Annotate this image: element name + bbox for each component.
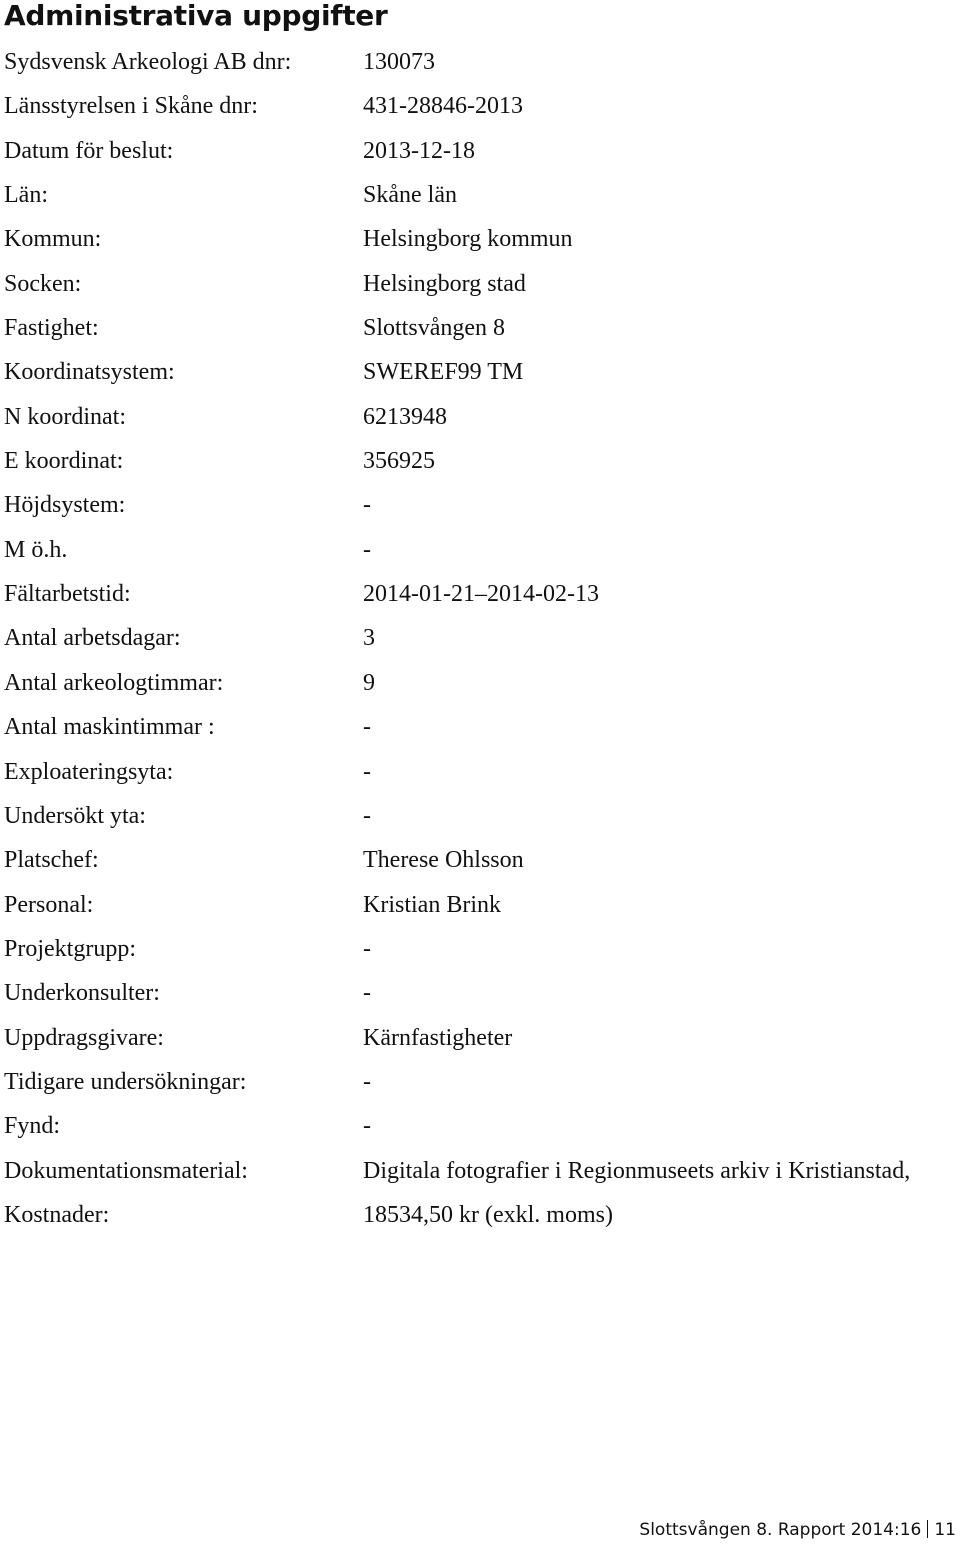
detail-row-arbetsdagar (4, 623, 954, 667)
detail-row-fynd (4, 1111, 954, 1155)
detail-row-datum-beslut (4, 136, 954, 180)
footer-page-number: 11 (934, 1520, 956, 1540)
detail-row-hojdsystem (4, 490, 954, 534)
detail-label: Socken: (4, 270, 82, 297)
detail-row-exploateringsyta (4, 757, 954, 801)
detail-row-n-koordinat (4, 402, 954, 446)
detail-label: Kommun: (4, 226, 102, 253)
detail-label: Exploateringsyta: (4, 758, 174, 785)
detail-row-projektgrupp (4, 934, 954, 978)
detail-row-dnr-lansstyrelsen (4, 91, 954, 135)
detail-value: 356925 (363, 448, 435, 475)
detail-value: Digitala fotografier i Regionmuseets arkiv i Kristianstad, (363, 1157, 911, 1184)
page-title: Administrativa uppgifter (4, 0, 388, 32)
detail-row-dnr-sydsvensk (4, 47, 954, 91)
detail-value: Helsingborg stad (363, 270, 526, 297)
detail-row-platschef (4, 845, 954, 889)
detail-row-undersokt-yta (4, 801, 954, 845)
footer-divider (927, 1520, 928, 1538)
detail-value: - (363, 935, 371, 962)
detail-row-e-koordinat (4, 446, 954, 490)
detail-row-tidigare-undersokningar (4, 1067, 954, 1111)
detail-label: Datum för beslut: (4, 137, 174, 164)
detail-value: Kristian Brink (363, 891, 501, 918)
detail-value: 130073 (363, 49, 435, 75)
detail-label: Uppdragsgivare: (4, 1024, 164, 1051)
detail-label: Personal: (4, 891, 94, 918)
detail-label: Underkonsulter: (4, 980, 160, 1007)
detail-value: - (363, 1113, 371, 1140)
detail-label: Fastighet: (4, 315, 99, 342)
footer-report-title: Slottsvången 8. Rapport 2014:16 (639, 1520, 922, 1540)
detail-label: Undersökt yta: (4, 802, 146, 829)
detail-row-maskintimmar (4, 712, 954, 756)
detail-value: - (363, 802, 371, 829)
detail-label: Fynd: (4, 1113, 61, 1140)
detail-label: N koordinat: (4, 403, 126, 430)
detail-row-lan (4, 180, 954, 224)
detail-label: Sydsvensk Arkeologi AB dnr: (4, 49, 292, 75)
detail-label: E koordinat: (4, 448, 124, 475)
detail-label: Platschef: (4, 847, 99, 874)
detail-value: - (363, 758, 371, 785)
detail-label: Kostnader: (4, 1201, 110, 1228)
detail-value: Kärnfastigheter (363, 1024, 513, 1051)
detail-value: 431-28846-2013 (363, 93, 523, 120)
detail-label: Dokumentationsmaterial: (4, 1157, 248, 1184)
admin-details-list (4, 47, 954, 1244)
detail-label: Tidigare undersökningar: (4, 1068, 247, 1095)
detail-row-moh (4, 535, 954, 579)
detail-value: 6213948 (363, 403, 447, 430)
detail-value: 18534,50 kr (exkl. moms) (363, 1201, 613, 1228)
detail-row-dokumentationsmaterial (4, 1156, 954, 1200)
detail-value: SWEREF99 TM (363, 359, 524, 386)
detail-row-kommun (4, 224, 954, 268)
detail-value: Helsingborg kommun (363, 226, 573, 253)
detail-label: Antal arkeologtimmar: (4, 669, 224, 696)
detail-row-kostnader (4, 1200, 954, 1244)
page-footer (639, 1519, 956, 1541)
detail-label: Länsstyrelsen i Skåne dnr: (4, 93, 258, 120)
detail-value: 3 (363, 625, 375, 652)
detail-value: Skåne län (363, 182, 457, 209)
detail-value: 9 (363, 669, 375, 696)
detail-label: Koordinatsystem: (4, 359, 175, 386)
detail-value: Therese Ohlsson (363, 847, 524, 874)
detail-value: Slottsvången 8 (363, 315, 505, 342)
detail-value: 2013-12-18 (363, 137, 475, 164)
detail-value: - (363, 980, 371, 1007)
detail-row-koordinatsystem (4, 357, 954, 401)
detail-value: - (363, 1068, 371, 1095)
detail-value: 2014-01-21–2014-02-13 (363, 581, 599, 608)
detail-row-arkeologtimmar (4, 668, 954, 712)
detail-value: - (363, 714, 371, 741)
detail-label: Höjdsystem: (4, 492, 126, 519)
detail-row-underkonsulter (4, 978, 954, 1022)
detail-label: Antal arbetsdagar: (4, 625, 181, 652)
detail-row-personal (4, 890, 954, 934)
detail-row-uppdragsgivare (4, 1023, 954, 1067)
detail-row-faltarbetstid (4, 579, 954, 623)
detail-label: Antal maskintimmar : (4, 714, 215, 741)
detail-label: Fältarbetstid: (4, 581, 131, 608)
detail-row-socken (4, 269, 954, 313)
detail-label: M ö.h. (4, 536, 68, 563)
detail-row-fastighet (4, 313, 954, 357)
detail-value: - (363, 492, 371, 519)
detail-label: Län: (4, 182, 48, 209)
detail-value: - (363, 536, 371, 563)
detail-label: Projektgrupp: (4, 935, 136, 962)
